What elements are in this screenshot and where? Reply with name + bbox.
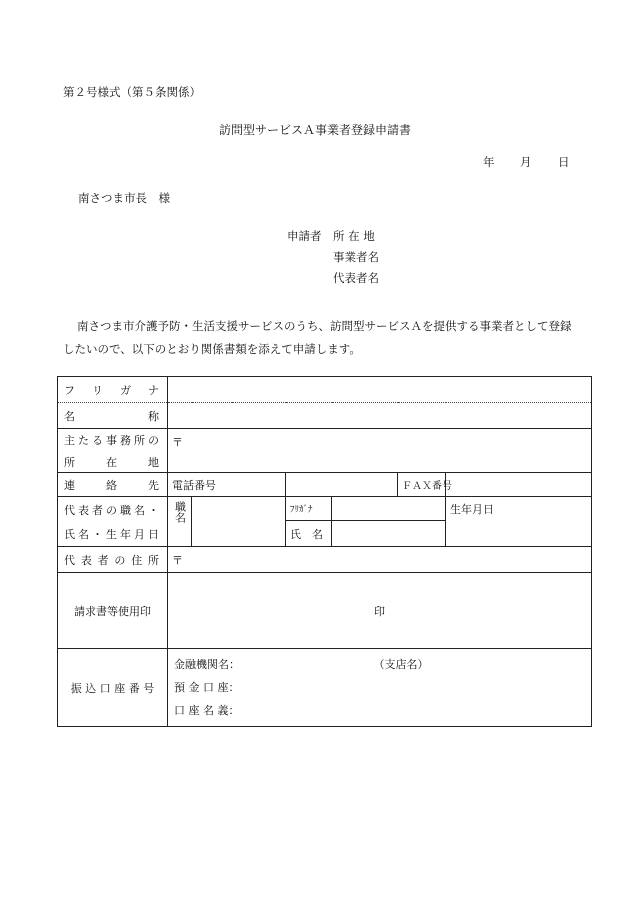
rep-address-field[interactable] [168,547,592,573]
contact-label: 連 絡 先 [58,473,168,497]
fax-label: ＦＡＸ番号 [398,473,446,497]
representative-label-line1: 代表者の職名・ [64,503,159,517]
office-address-label-line1: 主たる事務所の [64,433,159,447]
birth-date-cell[interactable] [446,497,592,547]
application-table [57,376,592,727]
rep-postal-mark: 〒 [172,553,183,567]
seal-mark: 印 [374,604,386,618]
branch-label: （支店名） [373,658,429,671]
applicant-block [287,226,379,289]
application-statement: 南さつま市介護予防・生活支援サービスのうち、訪問型サービスＡを提供する事業者として登録したいので、以下のとおり関係書類を添えて申請します。 [63,319,572,356]
name-label: 名 称 [58,403,168,429]
date-year: 年 [483,155,495,169]
bank-label: 金融機関名： [174,658,240,671]
rep-name-field[interactable] [332,521,446,547]
seal-field[interactable] [168,573,592,649]
date-day: 日 [558,155,570,169]
office-address-label-line2: 所 在 地 [64,455,159,469]
office-postal-mark: 〒 [172,436,183,449]
rep-furigana-label: ﾌﾘｶﾞﾅ [286,497,332,521]
holder-label: 口 座 名 義： [174,704,240,717]
office-address-label [58,429,168,473]
rep-name-label: 氏 名 [286,521,332,547]
form-number: 第２号様式（第５条関係） [63,85,201,99]
account-label: 振 込 口 座 番 号 [58,649,168,727]
job-title-field[interactable] [192,497,286,547]
furigana-label: フ リ ガ ナ [58,377,168,403]
job-title-label: 職名 [168,497,192,547]
phone-field[interactable] [286,473,398,497]
phone-cell [168,473,286,497]
bank-line [174,653,585,676]
applicant-heading: 申請者 [287,229,322,243]
furigana-field[interactable] [168,377,592,403]
applicant-representative-label: 代表者名 [333,271,379,285]
rep-furigana-field[interactable] [332,497,446,521]
rep-address-label: 代 表 者 の 住 所 [58,547,168,573]
deposit-label: 預 金 口 座： [174,681,240,694]
name-field[interactable] [168,403,592,429]
fax-field[interactable] [446,473,592,497]
account-details[interactable] [168,649,592,727]
seal-label: 請求書等使用印 [58,573,168,649]
date-month: 月 [520,155,532,169]
addressee: 南さつま市長 様 [78,191,170,205]
phone-label: 電話番号 [172,478,216,492]
representative-label-line2: 氏名・生年月日 [64,527,159,541]
representative-label [58,497,168,547]
applicant-business-name-label: 事業者名 [333,250,379,264]
birth-date-label: 生年月日 [450,503,494,516]
applicant-location-label: 所 在 地 [333,229,375,243]
office-address-field[interactable] [168,429,592,473]
form-title: 訪問型サービスＡ事業者登録申請書 [218,123,411,137]
